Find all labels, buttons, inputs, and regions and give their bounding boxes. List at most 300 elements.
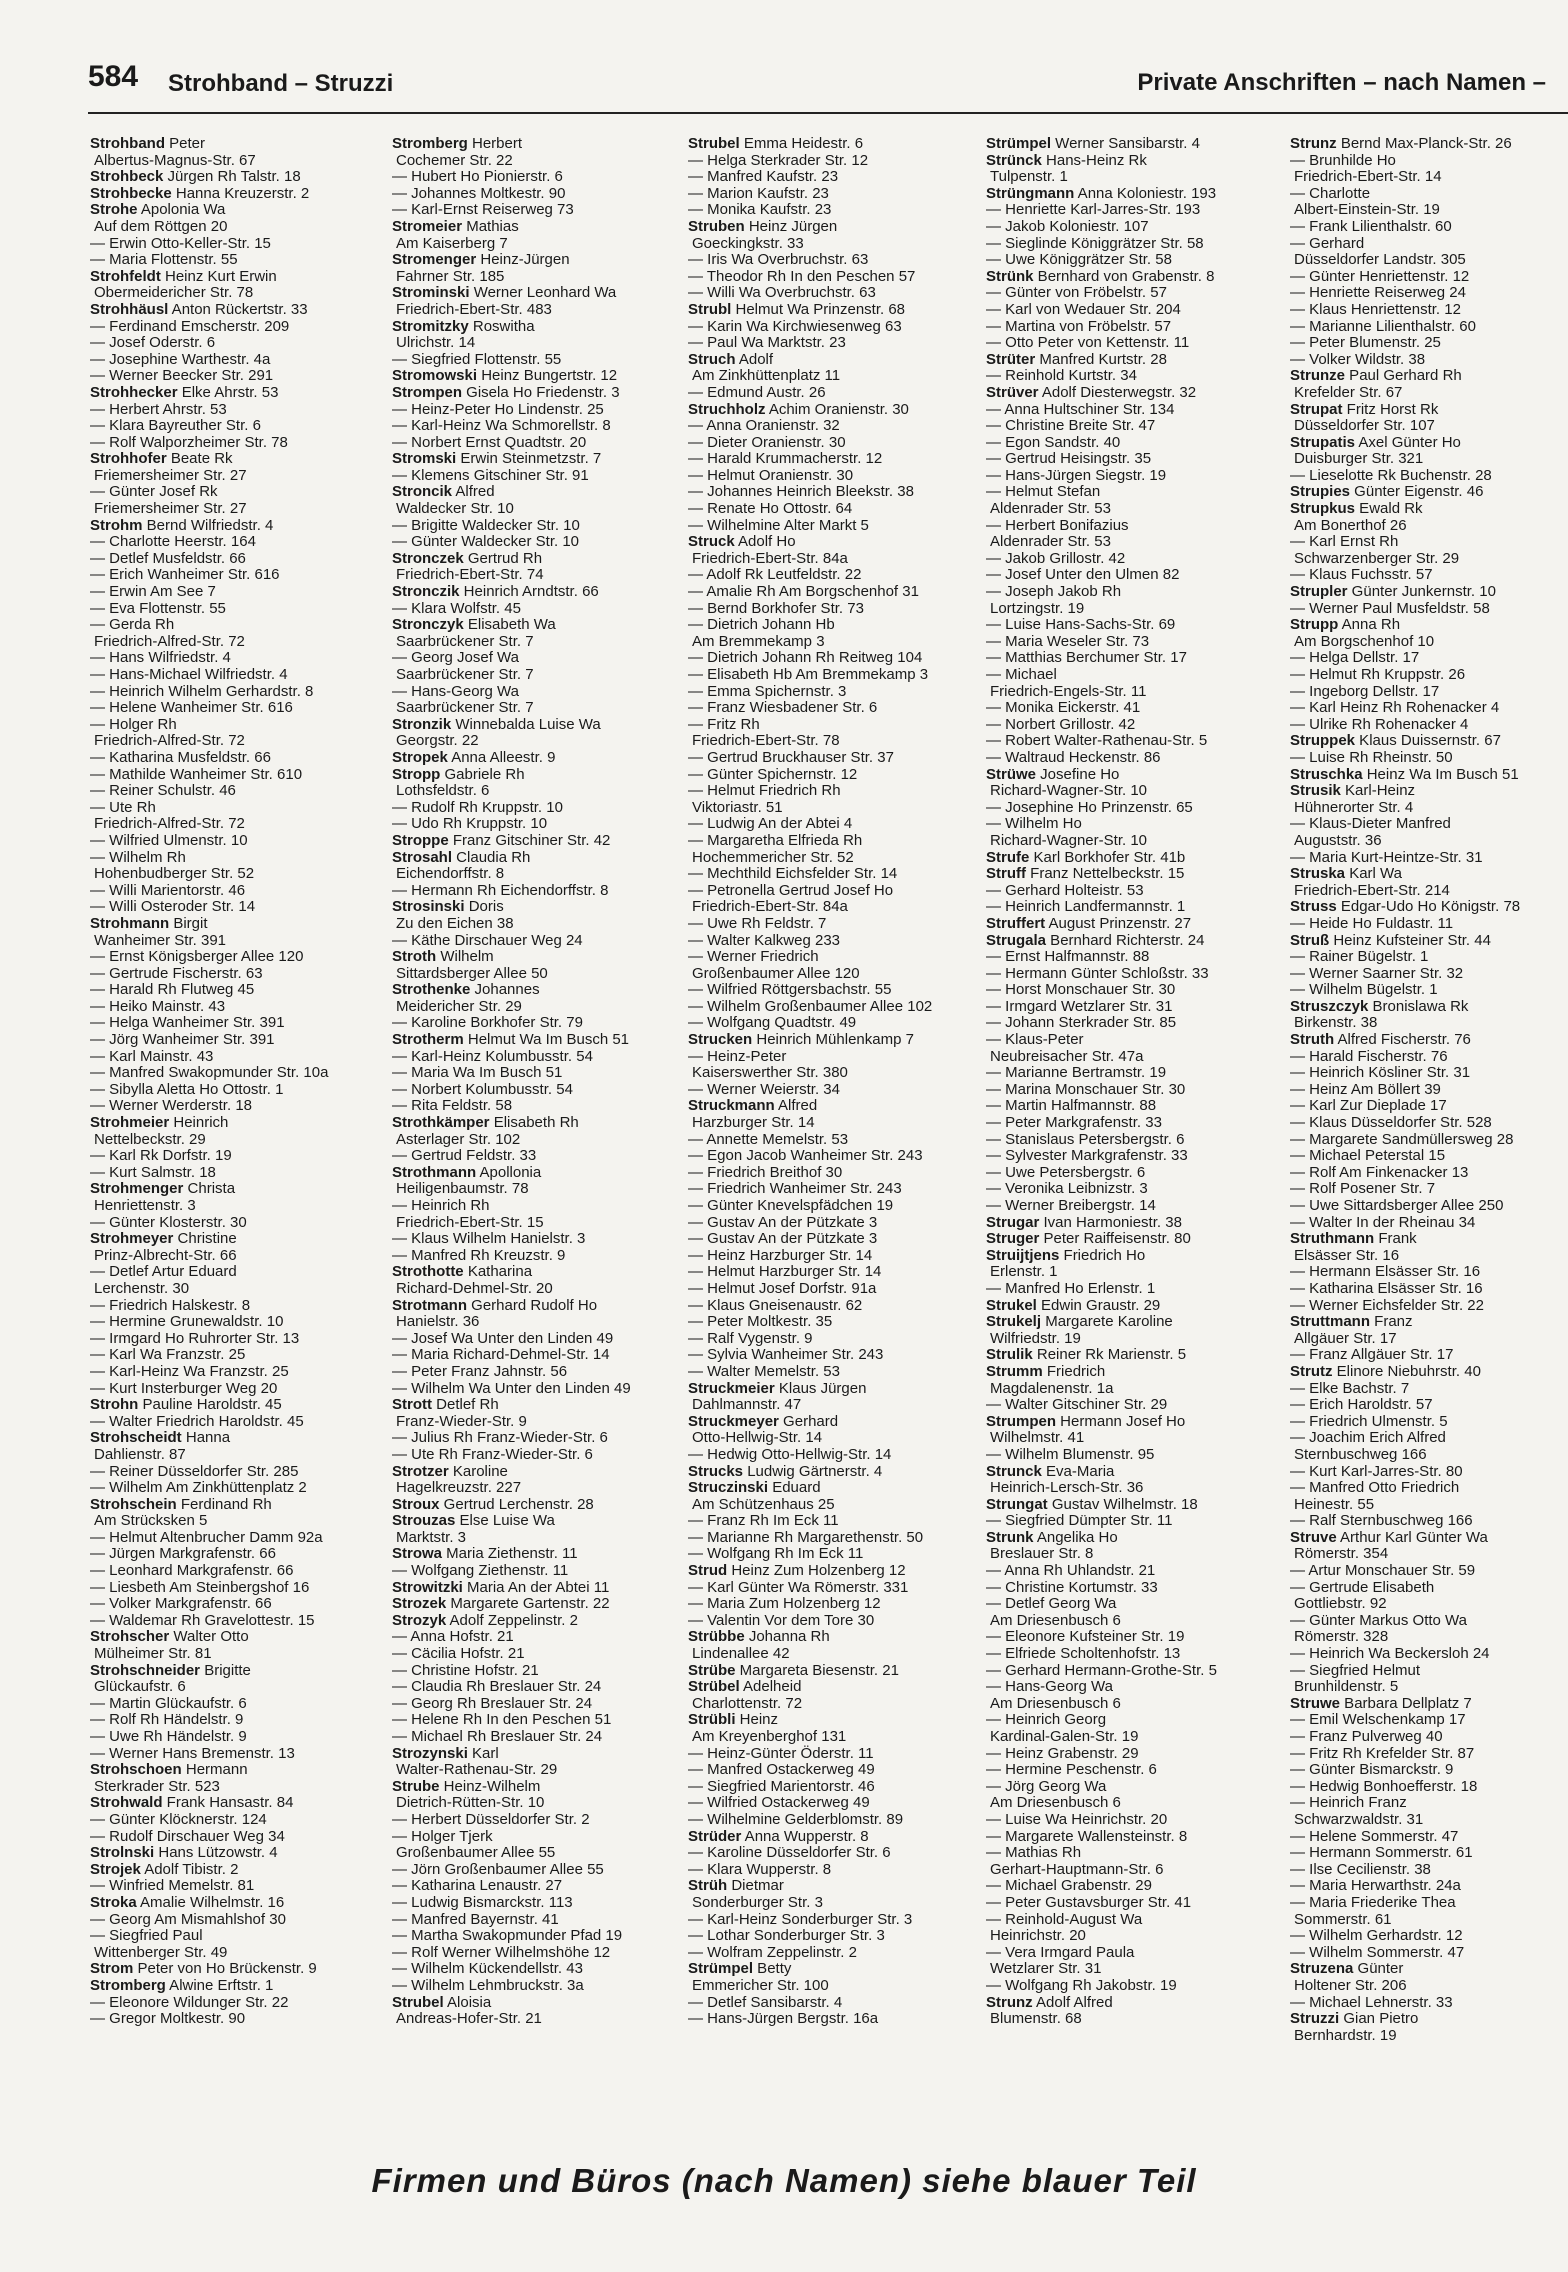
- footer-notice: Firmen und Büros (nach Namen) siehe blauer Teil: [371, 2162, 1197, 2199]
- directory-line: Strübbe Johanna Rh: [688, 1628, 830, 1646]
- directory-line: — Ralf Vygenstr. 9: [688, 1329, 813, 1347]
- directory-line: Düsseldorfer Landstr. 305: [1294, 251, 1466, 269]
- directory-line: — Jörg Georg Wa: [986, 1777, 1107, 1795]
- directory-line: — Reinhold Kurtstr. 34: [986, 367, 1137, 385]
- directory-line: — Wilhelm Kückendellstr. 43: [392, 1960, 583, 1978]
- directory-line: — Charlotte Heerstr. 164: [90, 533, 256, 551]
- directory-line: Am Strücksken 5: [94, 1512, 208, 1530]
- directory-line: — Brunhilde Ho: [1290, 151, 1396, 169]
- directory-line: — Walter Gitschiner Str. 29: [986, 1396, 1168, 1414]
- directory-line: — Anna Rh Uhlandstr. 21: [986, 1562, 1156, 1580]
- directory-line: Strunz Bernd Max-Planck-Str. 26: [1290, 135, 1512, 152]
- directory-line: Birkenstr. 38: [1294, 1014, 1378, 1032]
- directory-line: — Michael Rh Breslauer Str. 24: [392, 1728, 603, 1745]
- directory-line: — Manfred Rh Kreuzstr. 9: [392, 1246, 566, 1264]
- directory-line: — Karl Rk Dorfstr. 19: [90, 1147, 232, 1165]
- directory-line: Strüter Manfred Kurtstr. 28: [986, 350, 1167, 368]
- directory-line: — Heinrich Landfermannstr. 1: [986, 898, 1186, 916]
- directory-line: — Siegfried Flottenstr. 55: [392, 350, 562, 368]
- directory-line: Strowa Maria Ziethenstr. 11: [392, 1545, 578, 1563]
- directory-line: — Günter Klöcknerstr. 124: [90, 1810, 267, 1828]
- directory-line: — Uwe Königgrätzer Str. 58: [986, 251, 1172, 269]
- directory-line: — Maria Weseler Str. 73: [986, 632, 1150, 650]
- directory-line: — Otto Peter von Kettenstr. 11: [986, 334, 1190, 352]
- directory-line: — Peter Moltkestr. 35: [688, 1313, 833, 1331]
- directory-line: — Anna Hultschiner Str. 134: [986, 400, 1175, 418]
- directory-line: Strube Heinz-Wilhelm: [392, 1777, 541, 1795]
- directory-line: — Valentin Vor dem Tore 30: [688, 1611, 875, 1629]
- directory-line: Friedrich-Ebert-Str. 84a: [692, 898, 848, 916]
- directory-line: — Lothar Sonderburger Str. 3: [688, 1927, 885, 1945]
- directory-line: — Karl-Heinz Wa Franzstr. 25: [90, 1362, 289, 1380]
- directory-line: — Heinrich Wilhelm Gerhardstr. 8: [90, 682, 314, 700]
- directory-line: Strulik Reiner Rk Marienstr. 5: [986, 1346, 1187, 1364]
- directory-line: — Günter Josef Rk: [90, 483, 218, 501]
- directory-line: Wittenberger Str. 49: [94, 1943, 228, 1961]
- directory-line: Strohscheidt Hanna: [90, 1429, 231, 1447]
- directory-line: — Wilfried Ulmenstr. 10: [90, 831, 248, 849]
- directory-line: Gerhart-Hauptmann-Str. 6: [990, 1860, 1164, 1878]
- directory-line: Strupatis Axel Günter Ho: [1290, 433, 1461, 451]
- directory-line: — Theodor Rh In den Peschen 57: [688, 267, 916, 285]
- directory-line: — Klaus Wilhelm Hanielstr. 3: [392, 1230, 586, 1248]
- directory-line: — Helmut Oranienstr. 30: [688, 466, 854, 484]
- directory-line: — Gustav An der Pützkate 3: [688, 1213, 878, 1231]
- directory-line: — Michael: [986, 666, 1057, 683]
- directory-line: Strucken Heinrich Mühlenkamp 7: [688, 1031, 914, 1049]
- directory-line: Stroncik Alfred: [392, 483, 495, 501]
- directory-line: — Wilhelm Sommerstr. 47: [1290, 1943, 1465, 1961]
- directory-line: Friedrich-Alfred-Str. 72: [94, 815, 245, 833]
- directory-line: — Jakob Koloniestr. 107: [986, 217, 1149, 235]
- directory-line: — Iris Wa Overbruchstr. 63: [688, 251, 869, 269]
- directory-line: Magdalenenstr. 1a: [990, 1379, 1114, 1397]
- directory-line: Strohwald Frank Hansastr. 84: [90, 1794, 294, 1812]
- directory-line: — Maria Flottenstr. 55: [90, 251, 238, 269]
- directory-line: — Norbert Grillostr. 42: [986, 715, 1136, 733]
- directory-line: Strutz Elinore Niebuhrstr. 40: [1290, 1362, 1481, 1380]
- directory-line: — Elisabeth Hb Am Bremmekamp 3: [688, 666, 929, 683]
- directory-line: Strumpen Hermann Josef Ho: [986, 1412, 1186, 1430]
- directory-line: — Karoline Borkhofer Str. 79: [392, 1014, 583, 1032]
- directory-line: — Klaus Henriettenstr. 12: [1290, 300, 1461, 318]
- directory-line: — Christine Hofstr. 21: [392, 1661, 539, 1679]
- directory-line: — Rolf Werner Wilhelmshöhe 12: [392, 1943, 611, 1961]
- directory-line: — Adolf Rk Leutfeldstr. 22: [688, 566, 862, 584]
- directory-line: — Michael Peterstal 15: [1290, 1147, 1446, 1165]
- directory-line: — Wilhelm Gerhardstr. 12: [1290, 1927, 1463, 1945]
- directory-line: Stromenger Heinz-Jürgen: [392, 251, 570, 269]
- directory-line: Strungat Gustav Wilhelmstr. 18: [986, 1495, 1198, 1513]
- directory-line: — Volker Markgrafenstr. 66: [90, 1595, 272, 1613]
- directory-line: Asterlager Str. 102: [396, 1130, 521, 1148]
- directory-line: Strüh Dietmar: [688, 1877, 784, 1895]
- directory-line: Struska Karl Wa: [1290, 865, 1402, 883]
- directory-line: — Ulrike Rh Rohenacker 4: [1290, 715, 1469, 733]
- directory-line: — Rudolf Rh Kruppstr. 10: [392, 798, 563, 816]
- directory-line: Struckmeier Klaus Jürgen: [688, 1379, 867, 1397]
- directory-line: — Walter Kalkweg 233: [688, 931, 841, 949]
- directory-line: — Detlef Musfeldstr. 66: [90, 549, 246, 567]
- directory-line: Am Driesenbusch 6: [990, 1794, 1121, 1812]
- directory-line: — Hans-Jürgen Siegstr. 19: [986, 466, 1167, 484]
- directory-line: Strothenke Johannes: [392, 981, 540, 999]
- directory-line: Strohscher Walter Otto: [90, 1628, 249, 1646]
- directory-line: Cochemer Str. 22: [396, 151, 513, 169]
- directory-line: — Klara Wolfstr. 45: [392, 599, 521, 617]
- directory-line: Struger Peter Raiffeisenstr. 80: [986, 1230, 1191, 1248]
- directory-line: — Volker Wildstr. 38: [1290, 350, 1426, 368]
- directory-line: Strusik Karl-Heinz: [1290, 782, 1416, 800]
- directory-line: — Frank Lilienthalstr. 60: [1290, 217, 1452, 235]
- directory-line: Strohschneider Brigitte: [90, 1661, 251, 1679]
- directory-line: — Ferdinand Emscherstr. 209: [90, 317, 290, 335]
- directory-line: — Detlef Sansibarstr. 4: [688, 1993, 843, 2011]
- directory-line: Hühnerorter Str. 4: [1294, 798, 1414, 816]
- directory-line: — Brigitte Waldecker Str. 10: [392, 516, 580, 534]
- directory-line: — Mechthild Eichsfelder Str. 14: [688, 865, 898, 883]
- directory-line: Breslauer Str. 8: [990, 1545, 1094, 1563]
- directory-line: — Heide Ho Fuldastr. 11: [1290, 914, 1454, 932]
- directory-line: Sittardsberger Allee 50: [396, 964, 548, 982]
- directory-line: — Helmut Josef Dorfstr. 91a: [688, 1279, 877, 1297]
- directory-line: — Heinz-Peter Ho Lindenstr. 25: [392, 400, 604, 418]
- directory-line: — Klaus Gneisenaustr. 62: [688, 1296, 863, 1314]
- directory-line: — Holger Tjerk: [392, 1827, 493, 1845]
- directory-line: — Reiner Schulstr. 46: [90, 782, 236, 800]
- directory-line: — Rita Feldstr. 58: [392, 1097, 513, 1115]
- directory-line: — Karl Mainstr. 43: [90, 1047, 214, 1065]
- directory-line: Zu den Eichen 38: [396, 914, 514, 932]
- directory-line: Stroka Amalie Wilhelmstr. 16: [90, 1893, 285, 1911]
- directory-line: — Joseph Jakob Rh: [986, 583, 1122, 601]
- directory-line: Strohn Pauline Haroldstr. 45: [90, 1396, 282, 1414]
- directory-line: — Wolfgang Quadtstr. 49: [688, 1014, 857, 1032]
- directory-line: — Reiner Düsseldorfer Str. 285: [90, 1462, 299, 1480]
- directory-line: Saarbrückener Str. 7: [396, 699, 534, 717]
- directory-line: Strubel Emma Heidestr. 6: [688, 135, 864, 152]
- directory-line: Strubl Helmut Wa Prinzenstr. 68: [688, 300, 906, 318]
- directory-line: Heinrichstr. 20: [990, 1927, 1086, 1945]
- directory-column-5: [1290, 136, 1568, 2044]
- directory-line: Stroth Wilhelm: [392, 948, 494, 966]
- directory-line: — Uwe Petersbergstr. 6: [986, 1163, 1146, 1181]
- directory-line: Struss Edgar-Udo Ho Königstr. 78: [1290, 898, 1521, 916]
- directory-line: — Jürgen Markgrafenstr. 66: [90, 1545, 276, 1563]
- directory-line: — Helmut Stefan: [986, 483, 1101, 501]
- directory-line: — Klaus Düsseldorfer Str. 528: [1290, 1114, 1492, 1132]
- directory-line: — Klara Bayreuther Str. 6: [90, 417, 261, 435]
- directory-line: Mülheimer Str. 81: [94, 1645, 212, 1663]
- directory-line: Strukelj Margarete Karoline: [986, 1313, 1173, 1331]
- directory-line: — Michael Grabenstr. 29: [986, 1877, 1152, 1895]
- directory-line: Großenbaumer Allee 120: [692, 964, 860, 982]
- directory-line: — Mathias Rh: [986, 1844, 1082, 1862]
- directory-line: Strothotte Katharina: [392, 1263, 533, 1281]
- directory-line: Struszczyk Bronislawa Rk: [1290, 997, 1469, 1015]
- directory-line: — Günter Bismarckstr. 9: [1290, 1761, 1454, 1779]
- directory-line: Strübel Adelheid: [688, 1678, 802, 1696]
- directory-line: — Johannes Heinrich Bleekstr. 38: [688, 483, 914, 501]
- directory-line: Viktoriastr. 51: [692, 798, 783, 816]
- directory-line: Struppek Klaus Duissernstr. 67: [1290, 732, 1501, 750]
- directory-line: Auf dem Röttgen 20: [94, 217, 228, 235]
- directory-line: — Emil Welschenkamp 17: [1290, 1711, 1466, 1729]
- directory-line: — Helmut Altenbrucher Damm 92a: [90, 1528, 323, 1546]
- directory-line: — Maria Zum Holzenberg 12: [688, 1595, 881, 1613]
- directory-line: Struwe Barbara Dellplatz 7: [1290, 1694, 1472, 1712]
- directory-line: Römerstr. 354: [1294, 1545, 1389, 1563]
- directory-line: Strosinski Doris: [392, 898, 504, 916]
- directory-line: Friedrich-Ebert-Str. 15: [396, 1213, 544, 1231]
- directory-line: Gottliebstr. 92: [1294, 1595, 1387, 1613]
- directory-line: — Martin Halfmannstr. 88: [986, 1097, 1157, 1115]
- directory-line: — Gertrud Feldstr. 33: [392, 1147, 537, 1165]
- directory-line: Struve Arthur Karl Günter Wa: [1290, 1528, 1488, 1546]
- directory-line: — Bernd Borkhofer Str. 73: [688, 599, 864, 617]
- directory-line: — Manfred Bayernstr. 41: [392, 1910, 559, 1928]
- directory-line: Kaiserswerther Str. 380: [692, 1064, 848, 1082]
- directory-line: — Willi Wa Overbruchstr. 63: [688, 284, 876, 302]
- directory-line: Strohmann Birgit: [90, 914, 208, 932]
- directory-line: — Paul Wa Marktstr. 23: [688, 334, 846, 352]
- directory-line: — Herbert Ahrstr. 53: [90, 400, 227, 418]
- directory-line: — Günter von Fröbelstr. 57: [986, 284, 1167, 302]
- directory-line: — Heinz Am Böllert 39: [1290, 1080, 1441, 1098]
- directory-line: — Uwe Rh Feldstr. 7: [688, 914, 827, 932]
- directory-line: — Robert Walter-Rathenau-Str. 5: [986, 732, 1208, 750]
- directory-line: — Werner Eichsfelder Str. 22: [1290, 1296, 1484, 1314]
- directory-line: — Jörg Wanheimer Str. 391: [90, 1031, 275, 1049]
- directory-line: Marktstr. 3: [396, 1528, 467, 1546]
- directory-line: — Klemens Gitschiner Str. 91: [392, 466, 589, 484]
- directory-line: — Helene Wanheimer Str. 616: [90, 699, 293, 717]
- directory-line: — Maria Wa Im Busch 51: [392, 1064, 563, 1082]
- directory-line: — Marina Monschauer Str. 30: [986, 1080, 1186, 1098]
- directory-line: — Joachim Erich Alfred: [1290, 1429, 1446, 1447]
- directory-line: Stroux Gertrud Lerchenstr. 28: [392, 1495, 594, 1513]
- directory-line: Strozek Margarete Gartenstr. 22: [392, 1595, 610, 1613]
- directory-line: — Julius Rh Franz-Wieder-Str. 6: [392, 1429, 608, 1447]
- directory-line: — Walter In der Rheinau 34: [1290, 1213, 1476, 1231]
- directory-line: Sonderburger Str. 3: [692, 1893, 823, 1911]
- directory-line: — Detlef Georg Wa: [986, 1595, 1117, 1613]
- directory-line: — Gertrude Elisabeth: [1290, 1578, 1435, 1596]
- directory-line: Strünck Hans-Heinz Rk: [986, 151, 1147, 169]
- directory-line: Meidericher Str. 29: [396, 997, 522, 1015]
- directory-line: — Helene Sommerstr. 47: [1290, 1827, 1459, 1845]
- directory-line: Fahrner Str. 185: [396, 267, 505, 285]
- directory-line: Struch Adolf: [688, 350, 774, 368]
- directory-line: — Helmut Harzburger Str. 14: [688, 1263, 882, 1281]
- directory-line: — Walter Friedrich Haroldstr. 45: [90, 1412, 304, 1430]
- directory-line: Strouzas Else Luise Wa: [392, 1512, 555, 1530]
- directory-line: — Margaretha Elfrieda Rh: [688, 831, 863, 849]
- directory-line: — Karl Günter Wa Römerstr. 331: [688, 1578, 909, 1596]
- directory-line: — Erwin Otto-Keller-Str. 15: [90, 234, 271, 252]
- directory-line: — Helmut Friedrich Rh: [688, 782, 841, 800]
- directory-line: — Hans-Georg Wa: [986, 1678, 1113, 1696]
- directory-line: Strupler Günter Junkernstr. 10: [1290, 583, 1496, 601]
- directory-line: — Dietrich Johann Hb: [688, 616, 835, 634]
- directory-line: Strohhecker Elke Ahrstr. 53: [90, 383, 279, 401]
- directory-line: Am Driesenbusch 6: [990, 1694, 1121, 1712]
- directory-line: — Karl-Ernst Reiserweg 73: [392, 201, 574, 219]
- directory-line: Aldenrader Str. 53: [990, 500, 1111, 518]
- directory-line: Am Bremmekamp 3: [692, 632, 825, 650]
- directory-line: Wilhelmstr. 41: [990, 1429, 1085, 1447]
- directory-line: — Werner Breibergstr. 14: [986, 1197, 1156, 1214]
- directory-line: Strom Peter von Ho Brückenstr. 9: [90, 1960, 317, 1978]
- directory-line: — Anna Hofstr. 21: [392, 1628, 514, 1646]
- directory-line: Friemersheimer Str. 27: [94, 466, 247, 484]
- directory-line: Strümpel Betty: [688, 1960, 792, 1978]
- directory-line: Stromitzky Roswitha: [392, 317, 535, 335]
- directory-line: Strohband Peter: [90, 135, 206, 152]
- directory-line: — Martin Glückaufstr. 6: [90, 1694, 247, 1712]
- directory-line: — Luise Wa Heinrichstr. 20: [986, 1810, 1168, 1828]
- directory-line: Struthmann Frank: [1290, 1230, 1417, 1248]
- directory-line: — Wilhelm Blumenstr. 95: [986, 1445, 1155, 1463]
- directory-line: Lothsfeldstr. 6: [396, 782, 490, 800]
- directory-line: Hohenbudberger Str. 52: [94, 865, 255, 883]
- directory-line: Lerchenstr. 30: [94, 1279, 190, 1297]
- directory-line: — Josef Unter den Ulmen 82: [986, 566, 1180, 584]
- directory-line: — Rolf Rh Händelstr. 9: [90, 1711, 244, 1729]
- directory-line: Richard-Dehmel-Str. 20: [396, 1279, 553, 1297]
- directory-line: — Katharina Musfeldstr. 66: [90, 748, 271, 766]
- directory-line: Stronczyk Elisabeth Wa: [392, 616, 556, 634]
- directory-line: — Klara Wupperstr. 8: [688, 1860, 832, 1878]
- directory-line: — Werner Saarner Str. 32: [1290, 964, 1464, 982]
- directory-line: — Katharina Elsässer Str. 16: [1290, 1279, 1483, 1297]
- directory-line: — Udo Rh Kruppstr. 10: [392, 815, 548, 833]
- directory-line: — Detlef Artur Eduard: [90, 1263, 237, 1281]
- directory-line: Strupp Anna Rh: [1290, 616, 1401, 634]
- directory-line: Strohmeier Heinrich: [90, 1114, 229, 1132]
- directory-line: — Siegfried Paul: [90, 1927, 203, 1945]
- directory-line: — Johann Sterkrader Str. 85: [986, 1014, 1177, 1032]
- directory-line: — Emma Spichernstr. 3: [688, 682, 847, 700]
- directory-line: — Hermann Rh Eichendorffstr. 8: [392, 881, 609, 899]
- directory-line: — Maria Kurt-Heintze-Str. 31: [1290, 848, 1483, 866]
- directory-line: — Egon Sandstr. 40: [986, 433, 1121, 451]
- directory-line: Strominski Werner Leonhard Wa: [392, 284, 617, 302]
- directory-line: — Peter Markgrafenstr. 33: [986, 1114, 1162, 1132]
- directory-line: Strohhäusl Anton Rückertstr. 33: [90, 300, 308, 318]
- directory-line: — Karl Heinz Rh Rohenacker 4: [1290, 699, 1500, 717]
- directory-line: — Wolfram Zeppelinstr. 2: [688, 1943, 857, 1961]
- directory-line: — Wolfgang Rh Im Eck 11: [688, 1545, 864, 1563]
- directory-line: — Ilse Cecilienstr. 38: [1290, 1860, 1431, 1878]
- directory-line: Stromowski Heinz Bungertstr. 12: [392, 367, 618, 385]
- directory-line: — Karl von Wedauer Str. 204: [986, 300, 1181, 318]
- directory-line: — Hans-Michael Wilfriedstr. 4: [90, 666, 288, 683]
- directory-line: — Willi Osteroder Str. 14: [90, 898, 256, 916]
- directory-line: — Erich Haroldstr. 57: [1290, 1396, 1433, 1414]
- directory-line: — Heinrich Wa Beckersloh 24: [1290, 1645, 1490, 1663]
- directory-line: Strojek Adolf Tibistr. 2: [90, 1860, 239, 1878]
- directory-line: Hochemmericher Str. 52: [692, 848, 854, 866]
- directory-line: — Josef Oderstr. 6: [90, 334, 216, 352]
- directory-line: — Heiko Mainstr. 43: [90, 997, 226, 1015]
- directory-line: — Jörn Großenbaumer Allee 55: [392, 1860, 604, 1878]
- directory-line: — Georg Am Mismahlshof 30: [90, 1910, 286, 1928]
- directory-line: Wanheimer Str. 391: [94, 931, 227, 949]
- directory-line: — Helene Rh In den Peschen 51: [392, 1711, 612, 1729]
- directory-column-4: [986, 136, 1272, 2028]
- directory-line: — Mathilde Wanheimer Str. 610: [90, 765, 303, 783]
- directory-line: Struczinski Eduard: [688, 1479, 821, 1497]
- directory-line: — Kurt Insterburger Weg 20: [90, 1379, 278, 1397]
- directory-line: — Dieter Oranienstr. 30: [688, 433, 846, 451]
- directory-line: — Elfriede Scholtenhofstr. 13: [986, 1645, 1181, 1663]
- directory-line: Strohm Bernd Wilfriedstr. 4: [90, 516, 274, 534]
- section-tag: Private Anschriften – nach Namen –: [1137, 69, 1546, 96]
- directory-line: Dahlmannstr. 47: [692, 1396, 802, 1414]
- directory-line: Duisburger Str. 321: [1294, 450, 1424, 468]
- directory-line: — Gregor Moltkestr. 90: [90, 2010, 246, 2028]
- directory-line: Struth Alfred Fischerstr. 76: [1290, 1031, 1471, 1049]
- directory-line: — Wilhelm Wa Unter den Linden 49: [392, 1379, 631, 1397]
- directory-line: Strud Heinz Zum Holzenberg 12: [688, 1562, 906, 1580]
- directory-line: — Rudolf Dirschauer Weg 34: [90, 1827, 285, 1845]
- directory-line: — Friedrich Ulmenstr. 5: [1290, 1412, 1448, 1430]
- directory-line: — Monika Kaufstr. 23: [688, 201, 832, 219]
- directory-line: Prinz-Albrecht-Str. 66: [94, 1246, 237, 1264]
- directory-line: Struckmeyer Gerhard: [688, 1412, 839, 1430]
- directory-line: — Ute Rh Franz-Wieder-Str. 6: [392, 1445, 593, 1463]
- directory-line: — Fritz Rh Krefelder Str. 87: [1290, 1744, 1475, 1762]
- directory-line: Otto-Hellwig-Str. 14: [692, 1429, 823, 1447]
- directory-line: Struschka Heinz Wa Im Busch 51: [1290, 765, 1519, 783]
- directory-line: Am Zinkhüttenplatz 11: [692, 367, 841, 385]
- directory-line: Stropp Gabriele Rh: [392, 765, 525, 783]
- directory-line: — Egon Jacob Wanheimer Str. 243: [688, 1147, 923, 1165]
- directory-line: Stronzik Winnebalda Luise Wa: [392, 715, 601, 733]
- directory-line: Bernhardstr. 19: [1294, 2026, 1397, 2044]
- directory-line: — Klaus-Peter: [986, 1031, 1084, 1049]
- directory-line: — Manfred Kaufstr. 23: [688, 168, 839, 186]
- directory-line: — Wilhelm Lehmbruckstr. 3a: [392, 1976, 584, 1994]
- directory-line: Strubel Aloisia: [392, 1993, 492, 2011]
- directory-line: — Karl Wa Franzstr. 25: [90, 1346, 246, 1364]
- directory-line: — Reinhold-August Wa: [986, 1910, 1143, 1928]
- directory-line: — Marianne Lilienthalstr. 60: [1290, 317, 1476, 335]
- directory-line: — Gerhard Hermann-Grothe-Str. 5: [986, 1661, 1217, 1679]
- directory-line: — Erich Wanheimer Str. 616: [90, 566, 280, 584]
- directory-line: — Wilhelm Ho: [986, 815, 1082, 833]
- directory-column-1: [90, 136, 376, 2028]
- directory-line: — Peter Gustavsburger Str. 41: [986, 1893, 1192, 1911]
- directory-line: — Maria Herwarthstr. 24a: [1290, 1877, 1461, 1895]
- directory-line: Allgäuer Str. 17: [1294, 1329, 1397, 1347]
- directory-line: — Ernst Königsberger Allee 120: [90, 948, 304, 966]
- directory-line: — Maria Friederike Thea: [1290, 1893, 1456, 1911]
- directory-line: — Charlotte: [1290, 184, 1371, 202]
- directory-line: Strohschoen Hermann: [90, 1761, 248, 1779]
- directory-line: — Karl-Heinz Wa Schmorellstr. 8: [392, 417, 611, 435]
- directory-line: Strohe Apolonia Wa: [90, 201, 226, 219]
- directory-line: Tulpenstr. 1: [990, 168, 1068, 186]
- directory-column-3: [688, 136, 974, 2028]
- directory-line: — Wilfried Röttgersbachstr. 55: [688, 981, 892, 999]
- directory-line: — Franz Allgäuer Str. 17: [1290, 1346, 1454, 1364]
- directory-line: — Wolfgang Ziethenstr. 11: [392, 1562, 569, 1580]
- directory-line: Wetzlarer Str. 31: [990, 1960, 1102, 1978]
- directory-line: — Werner Paul Musfeldstr. 58: [1290, 599, 1490, 617]
- directory-line: — Martha Swakopmunder Pfad 19: [392, 1927, 623, 1945]
